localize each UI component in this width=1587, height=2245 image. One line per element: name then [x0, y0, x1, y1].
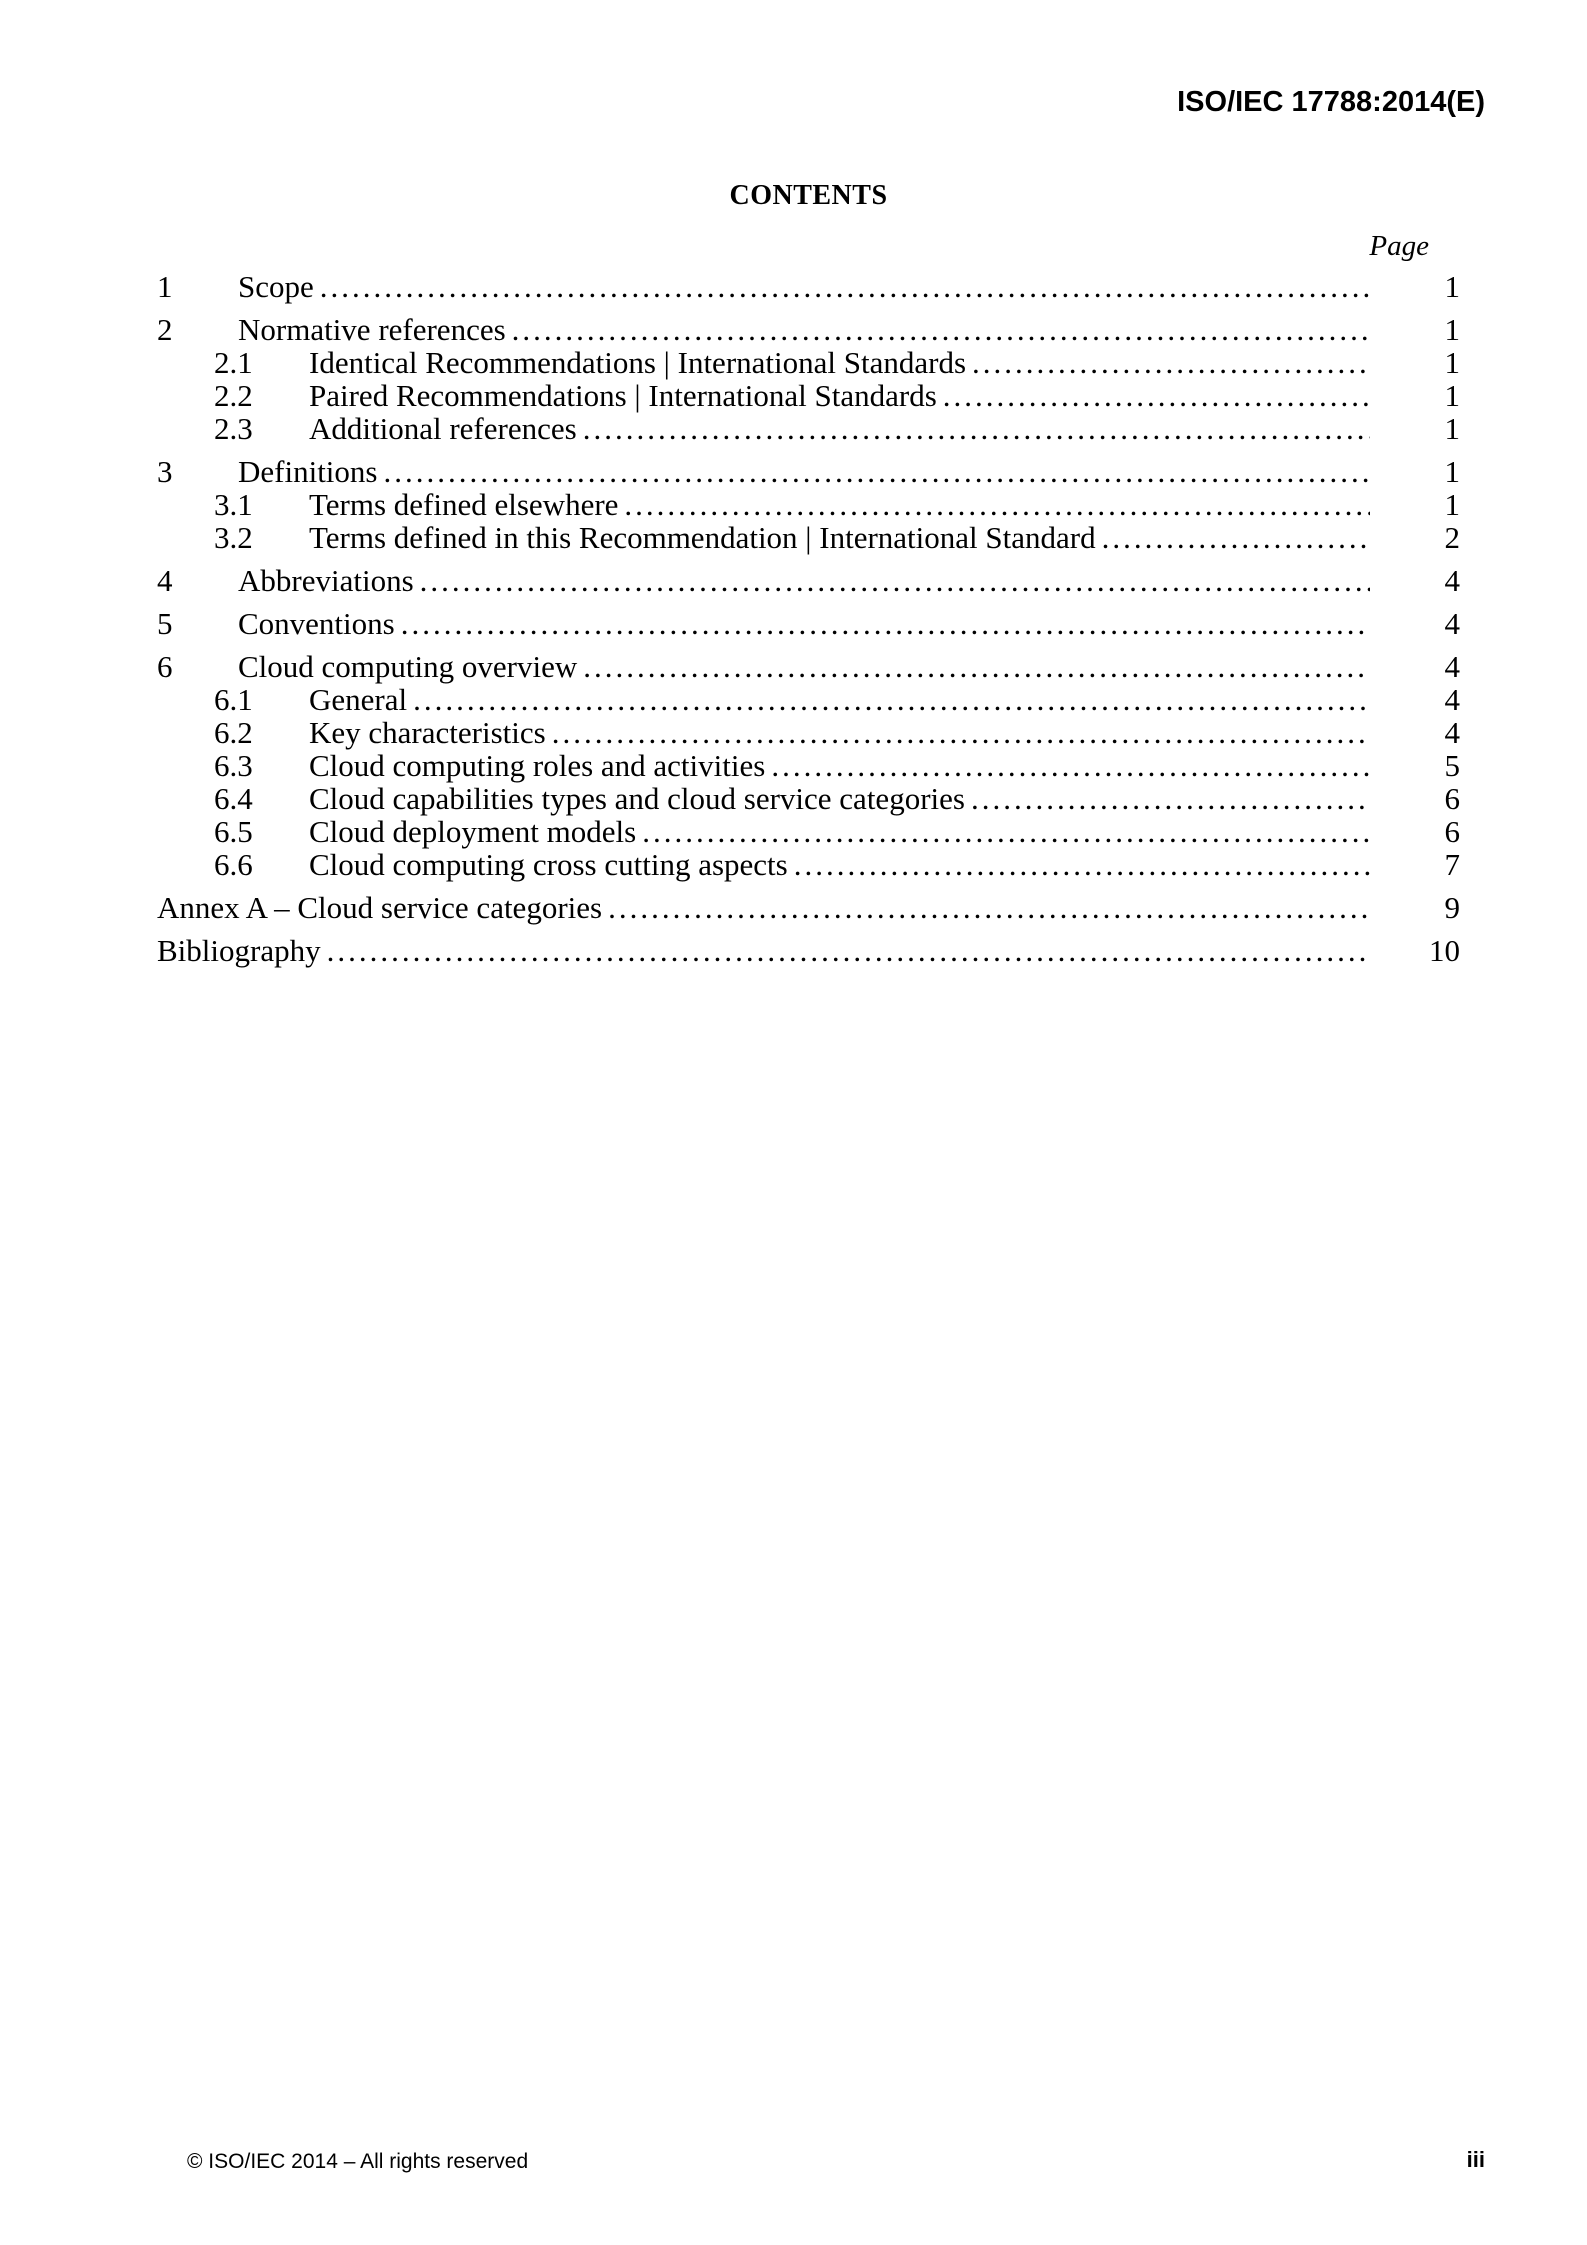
toc-entry-page: 4 [1444, 715, 1460, 750]
toc-row [157, 891, 1460, 924]
toc-entry-number: 3.1 [214, 487, 253, 522]
dot-leader [966, 346, 1370, 379]
toc-entry-number: 6.6 [214, 847, 253, 882]
toc-entry-label: Cloud computing cross cutting aspects [309, 847, 788, 882]
toc-entry-page: 1 [1444, 454, 1460, 489]
toc-row [157, 564, 1460, 597]
toc-entry-page: 1 [1444, 269, 1460, 304]
toc-entry-label: Abbreviations [238, 563, 414, 598]
page-column-label: Page [1369, 230, 1429, 262]
dot-leader [602, 891, 1370, 924]
toc-row [157, 313, 1460, 346]
toc-row [157, 749, 1460, 782]
toc-entry-label: Paired Recommendations | International Standards [309, 378, 937, 413]
toc-row [157, 488, 1460, 521]
toc-entry-number: 6.2 [214, 715, 253, 750]
toc-row [157, 455, 1460, 488]
toc-entry-label: Terms defined in this Recommendation | International Standard [309, 520, 1096, 555]
dot-leader [546, 716, 1370, 749]
toc-row [157, 716, 1460, 749]
toc-entry-number: 3.2 [214, 520, 253, 555]
dot-leader [314, 270, 1370, 303]
dot-leader [414, 564, 1370, 597]
toc-row [157, 782, 1460, 815]
dot-leader [1096, 521, 1370, 554]
dot-leader [965, 782, 1370, 815]
toc-entry-page: 9 [1444, 890, 1460, 925]
toc-entry-number: 2 [157, 312, 173, 347]
toc-row [157, 346, 1460, 379]
toc-entry-number: 6.3 [214, 748, 253, 783]
toc-entry-label: Cloud deployment models [309, 814, 637, 849]
toc-entry-label: Cloud computing overview [238, 649, 578, 684]
toc-entry-label: Identical Recommendations | International Standards [309, 345, 967, 380]
page-number: iii [1466, 2147, 1485, 2172]
dot-leader [407, 683, 1370, 716]
toc-entry-number: 3 [157, 454, 173, 489]
dot-leader [765, 749, 1370, 782]
toc-entry-number: 4 [157, 563, 173, 598]
toc-row [157, 650, 1460, 683]
toc-entry-page: 5 [1444, 748, 1460, 783]
toc-row [157, 412, 1460, 445]
dot-leader [937, 379, 1370, 412]
toc-entry-page: 7 [1444, 847, 1460, 882]
toc-entry-page: 4 [1444, 563, 1460, 598]
toc-entry-number: 6.4 [214, 781, 253, 816]
toc-row [157, 379, 1460, 412]
toc-entry-label: Normative references [238, 312, 506, 347]
toc-entry-number: 6 [157, 649, 173, 684]
toc-row [157, 521, 1460, 554]
document-id: ISO/IEC 17788:2014(E) [1177, 86, 1485, 118]
toc-row [157, 270, 1460, 303]
toc-entry-number: 6.5 [214, 814, 253, 849]
dot-leader [321, 934, 1370, 967]
dot-leader [506, 313, 1370, 346]
toc-entry-number: 2.3 [214, 411, 253, 446]
toc-entry-label: Additional references [309, 411, 577, 446]
toc-entry-page: 10 [1429, 933, 1460, 968]
toc-row [157, 683, 1460, 716]
toc-row [157, 815, 1460, 848]
dot-leader [636, 815, 1370, 848]
dot-leader [378, 455, 1371, 488]
toc-entry-number: 2.1 [214, 345, 253, 380]
toc-row [157, 607, 1460, 640]
toc-entry-number: 5 [157, 606, 173, 641]
toc-entry-label: General [309, 682, 408, 717]
dot-leader [577, 412, 1370, 445]
table-of-contents [157, 260, 1460, 967]
toc-entry-page: 2 [1444, 520, 1460, 555]
toc-entry-number: 6.1 [214, 682, 253, 717]
toc-entry-label: Key characteristics [309, 715, 546, 750]
toc-row [157, 934, 1460, 967]
toc-entry-page: 1 [1444, 312, 1460, 347]
toc-row [157, 848, 1460, 881]
toc-entry-label: Cloud computing roles and activities [309, 748, 766, 783]
toc-entry-page: 6 [1444, 781, 1460, 816]
dot-leader [577, 650, 1370, 683]
copyright-notice: © ISO/IEC 2014 – All rights reserved [187, 2150, 529, 2173]
toc-entry-page: 4 [1444, 682, 1460, 717]
toc-entry-number: 2.2 [214, 378, 253, 413]
toc-entry-number: 1 [157, 269, 173, 304]
toc-entry-page: 1 [1444, 345, 1460, 380]
dot-leader [395, 607, 1370, 640]
toc-entry-page: 4 [1444, 606, 1460, 641]
dot-leader [618, 488, 1370, 521]
toc-entry-label: Cloud capabilities types and cloud service categories [309, 781, 965, 816]
toc-entry-label: Definitions [238, 454, 378, 489]
toc-entry-page: 1 [1444, 378, 1460, 413]
toc-entry-label: Annex A – Cloud service categories [157, 890, 603, 925]
contents-title: CONTENTS [729, 180, 888, 211]
toc-entry-label: Bibliography [157, 933, 321, 968]
toc-entry-label: Terms defined elsewhere [309, 487, 619, 522]
toc-entry-label: Conventions [238, 606, 395, 641]
toc-entry-label: Scope [238, 269, 314, 304]
toc-entry-page: 1 [1444, 411, 1460, 446]
dot-leader [788, 848, 1370, 881]
toc-entry-page: 4 [1444, 649, 1460, 684]
toc-entry-page: 6 [1444, 814, 1460, 849]
toc-entry-page: 1 [1444, 487, 1460, 522]
